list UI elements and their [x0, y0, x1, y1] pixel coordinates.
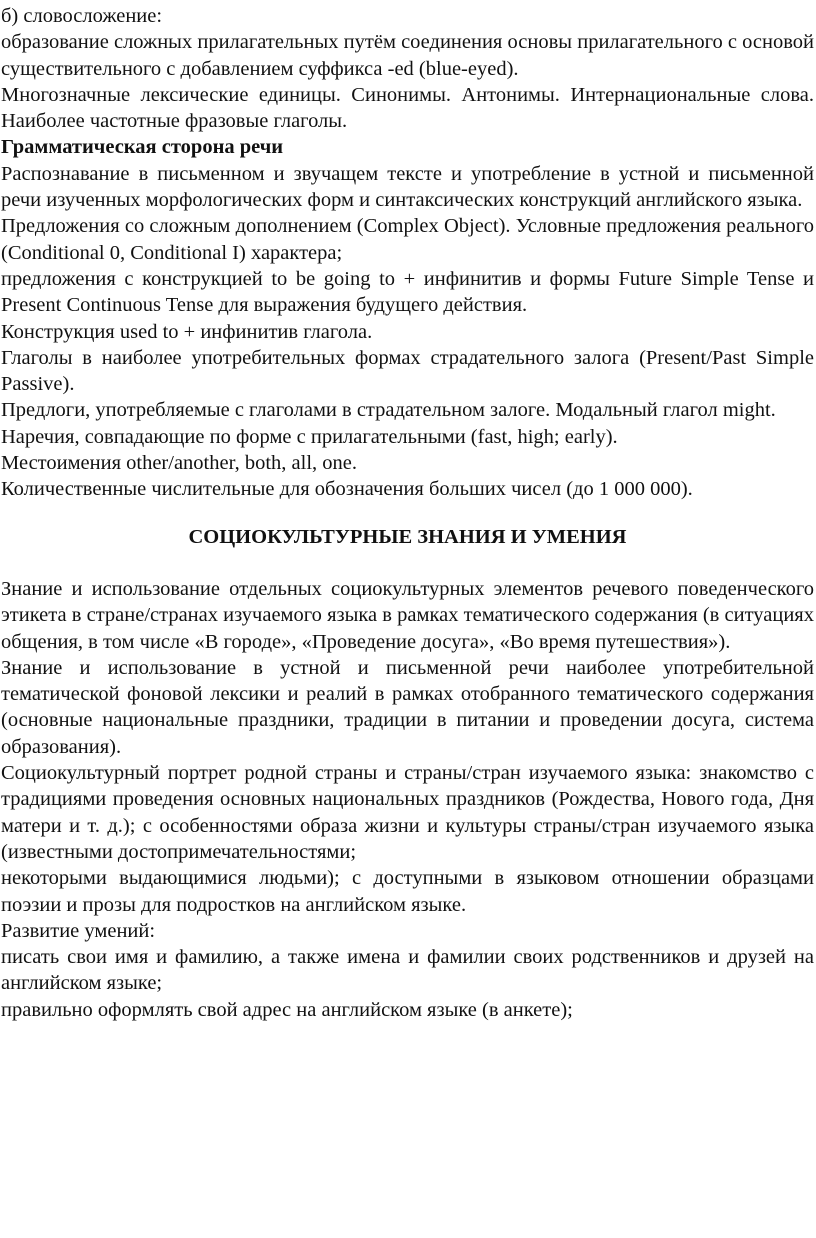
paragraph-grammar-recognition: Распознавание в письменном и звучащем тексте и употребление в устной и письменной речи изученных морфологических форм и синтаксических конструкций английского языка. — [1, 162, 814, 212]
paragraph-sociocultural-portrait: Социокультурный портрет родной страны и страны/стран изучаемого языка: знакомство с традициями проведения основных национальных праздников (Рождества, Нового года, Дня матери и т. д.); с особенностями образа жизни и культуры страны/стран изучаемого языка (известными достопримечательностями; — [1, 762, 814, 863]
paragraph-write-names: писать свои имя и фамилию, а также имена и фамилии своих родственников и друзей на английском языке; — [1, 946, 814, 995]
paragraph-skills-development: Развитие умений: — [1, 919, 156, 942]
paragraph-going-to: предложения с конструкцией to be going to + инфинитив и формы Future Simple Tense и Present Continuous Tense для выражения будущего действия. — [1, 267, 814, 317]
paragraph-word-composition: б) словосложение: — [1, 5, 163, 27]
section-heading: СОЦИОКУЛЬТУРНЫЕ ЗНАНИЯ И УМЕНИЯ — [188, 525, 627, 548]
paragraph-passive-voice: Глаголы в наиболее употребительных формах страдательного залога (Present/Past Simple Passive). — [1, 346, 814, 396]
paragraph-used-to: Конструкция used to + инфинитив глагола. — [1, 320, 373, 343]
paragraph-compound-adjectives: образование сложных прилагательных путём соединения основы прилагательного с основой существительного с добавлением суффикса -ed (blue-eyed). — [1, 31, 814, 80]
paragraph-numerals: Количественные числительные для обозначения больших чисел (до 1 000 000). — [1, 478, 693, 501]
paragraph-etiquette: Знание и использование отдельных социокультурных элементов речевого поведенческого этикета в стране/странах изучаемого языка в рамках тематического содержания (в ситуациях общения, в том числе «В городе», «Проведение досуга», «Во время путешествия»). — [1, 577, 814, 653]
paragraph-notable-people: некоторыми выдающимися людьми); с доступными в языковом отношении образцами поэзии и прозы для подростков на английском языке. — [1, 867, 814, 916]
paragraph-pronouns: Местоимения other/another, both, all, one. — [1, 452, 358, 475]
paragraph-address: правильно оформлять свой адрес на английском языке (в анкете); — [1, 998, 573, 1021]
paragraph-adverbs: Наречия, совпадающие по форме с прилагательными (fast, high; early). — [1, 425, 618, 448]
paragraph-background-vocabulary: Знание и использование в устной и письменной речи наиболее употребительной тематической фоновой лексики и реалий в рамках отобранного тематического содержания (основные национальные праздники, традиции в питании и проведении досуга, система образования). — [1, 656, 814, 758]
subheading-grammar: Грамматическая сторона речи — [1, 136, 284, 159]
paragraph-prepositions-modal: Предлоги, употребляемые с глаголами в страдательном залоге. Модальный глагол might. — [1, 399, 776, 422]
paragraph-lexical-units: Многозначные лексические единицы. Синонимы. Антонимы. Интернациональные слова. Наиболее частотные фразовые глаголы. — [1, 83, 814, 133]
paragraph-complex-object: Предложения со сложным дополнением (Complex Object). Условные предложения реального (Conditional 0, Conditional I) характера; — [1, 215, 814, 264]
